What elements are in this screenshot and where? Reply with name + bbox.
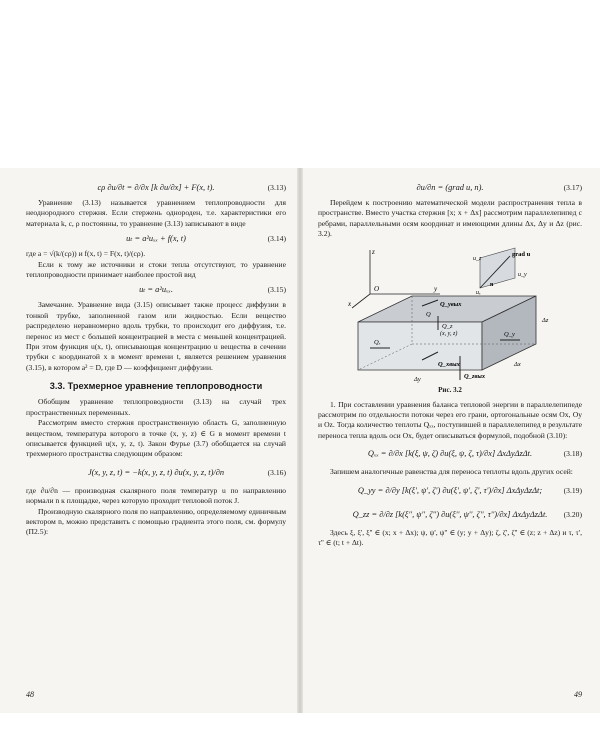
equation-3-13: [26, 180, 286, 196]
n-label: n: [490, 281, 494, 288]
equation-3-19-number: (3.19): [563, 485, 582, 495]
axis-x-label: x: [348, 299, 352, 308]
page-number-right: 49: [574, 690, 582, 699]
paragraph-gradient: Производную скалярного поля по направлению, определяемому единичным вектором n, можно представить с помощью градиента этого поля, см. формулу (П2.5):: [26, 506, 286, 537]
equation-3-16-formula: J(x, y, z, t) = −k(x, y, z, t) ∂u(x, y, z, t)/∂n: [87, 467, 225, 477]
qx-label: Qₓ: [374, 338, 381, 346]
equation-3-18-formula: Qₓₓ = ∂/∂x [k(ξ, ψ, ζ) ∂u(ξ, ψ, ζ, τ)/∂x] ΔxΔyΔzΔt.: [367, 449, 533, 459]
figure-caption: Рис. 3.2: [438, 385, 462, 394]
paragraph-generalize: Обобщим уравнение теплопроводности (3.13) на случай трех пространственных переменных.: [26, 397, 286, 417]
uy-label: u_y: [518, 271, 527, 278]
paragraph-parallelepiped: Перейдем к построению математической модели распространения тепла в пространстве. Вместо участка стержня [x; x + Δx] рассмотрим параллелепипед с ребрами, параллельными осям координат и имеющими длины Δx, Δy и Δz (рис. 3.2).: [318, 198, 582, 239]
uz-label: u_z: [473, 255, 482, 262]
equation-3-16: [26, 462, 286, 484]
left-page: [0, 168, 300, 713]
equation-3-18: [318, 443, 582, 465]
paragraph-homogeneous-rod: Уравнение (3.13) называется уравнением теплопроводности для неоднородного стержня. Если стержень однороден, т.е. характеристики его материала k, c, ρ постоянны, то уравнение (3.13) записывают в виде: [26, 198, 286, 228]
qz-label: Q_z: [442, 322, 453, 330]
qy-label: Q_y: [504, 330, 515, 338]
equation-3-19-formula: Q_yy = ∂/∂y [k(ξ', ψ', ζ') ∂u(ξ', ψ', ζ', τ')/∂x] ΔxΔyΔzΔt;: [357, 485, 543, 495]
ux-label: uₓ: [476, 289, 481, 296]
qzout-label: Q_zвых: [464, 372, 486, 380]
book-spread: [0, 168, 600, 713]
right-page: [300, 168, 600, 713]
equation-3-17-number: (3.17): [563, 183, 582, 192]
axis-x-line: [352, 294, 370, 308]
paragraph-normal-derivative: где ∂u/∂n — производная скалярного поля температур u по направлению нормали n к площадке, через которую проходит тепловой поток J.: [26, 485, 286, 506]
dz-label: Δz: [542, 316, 549, 324]
q-small-label: Q: [426, 310, 431, 318]
page-number-left: 48: [26, 690, 34, 699]
equation-3-14-number: (3.14): [267, 234, 286, 244]
equation-3-14: [26, 231, 286, 247]
equation-3-16-number: (3.16): [267, 467, 286, 477]
qxout-label: Q_xвых: [438, 360, 460, 368]
box-front-face: [358, 322, 482, 370]
axis-y-label: y: [434, 284, 438, 293]
equation-3-20-formula: Q_zz = ∂/∂z [k(ξ'', ψ'', ζ'') ∂u(ξ'', ψ'', ζ'', τ'')/∂x] ΔxΔyΔzΔt.: [352, 509, 548, 519]
equation-3-18-number: (3.18): [563, 449, 582, 459]
paragraph-no-sources: Если к тому же источники и стоки тепла отсутствуют, то уравнение теплопроводности принимает наиболее простой вид: [26, 259, 286, 280]
qyout-label: Q_yвых: [440, 300, 462, 308]
equation-3-20-number: (3.20): [563, 509, 582, 519]
paragraph-where-a: где a = √(k/(cρ)) и f(x, t) = F(x, t)/(cρ).: [26, 249, 146, 259]
equation-3-19: [318, 480, 582, 502]
paragraph-remark-diffusion: Замечание. Уравнение вида (3.15) описывает также процесс диффузии в тонкой трубке, заполненной газом или жидкостью. Если вещество распределено неравномерно вдоль трубки, то происходит его диффузия, т.е. перенос из мест с большей концентрацией в места с меньшей концентрацией. При этом функция u(x, t), описывающая концентрацию u вещества в сечении трубки с координатой x в момент времени t, является решением уравнения (3.15), в котором a² = D, где D — коэффициент диффузии.: [26, 300, 286, 372]
paragraph-other-axes: Запишем аналогичные равенства для переноса теплоты вдоль других осей:: [330, 467, 573, 477]
equation-3-15-number: (3.15): [267, 285, 286, 295]
dx-label: Δx: [514, 360, 521, 368]
parallelepiped-diagram: [330, 244, 570, 384]
paragraph-heat-balance: 1. При составлении уравнения баланса тепловой энергии в параллелепипеде рассмотрим по отдельности потоки через его грани, ортогональные осям Ox, Oy и Oz. Тогда количество теплоты Qₓₓ, поступившей в параллелепипед в результате переноса тепла вдоль оси Ox, будет описываться формулой, подобной (3.10):: [318, 399, 582, 440]
dy-label: Δy: [414, 375, 421, 383]
paragraph-fourier-law: Рассмотрим вместо стержня пространственную область G, заполненную веществом, температура которого в точке (x, y, z) ∈ G в момент времени t описывается функцией u(x, y, z, t). Закон Фурье (3.7) обобщается на случай трехмерного пространства следующим образом:: [26, 418, 286, 459]
point-label: (x, y, z): [440, 330, 458, 337]
equation-3-15: [26, 282, 286, 298]
grad-label: grad u: [512, 250, 531, 258]
equation-3-15-formula: uₜ = a²uₓₓ.: [139, 285, 173, 295]
equation-3-13-number: (3.13): [267, 183, 286, 192]
axis-z-label: z: [372, 247, 375, 256]
figure-3-2: [330, 244, 570, 384]
section-title: 3.3. Трехмерное уравнение теплопроводности: [49, 381, 263, 392]
equation-3-14-formula: uₜ = a²uₓₓ + f(x, t): [126, 234, 186, 244]
equation-3-17: [318, 180, 582, 196]
equation-3-17-formula: ∂u/∂n = (grad u, n).: [416, 183, 484, 192]
paragraph-intervals: Здесь ξ, ξ', ξ'' ∈ (x; x + Δx); ψ, ψ', ψ'' ∈ (y; y + Δy); ζ, ζ', ζ'' ∈ (z; z + Δz) и τ, τ', τ'' ∈ (t; t + Δt).: [318, 527, 582, 548]
equation-3-20: [318, 504, 582, 526]
equation-3-13-formula: cρ ∂u/∂t = ∂/∂x [k ∂u/∂x] + F(x, t).: [97, 183, 215, 192]
origin-label: O: [374, 284, 380, 293]
